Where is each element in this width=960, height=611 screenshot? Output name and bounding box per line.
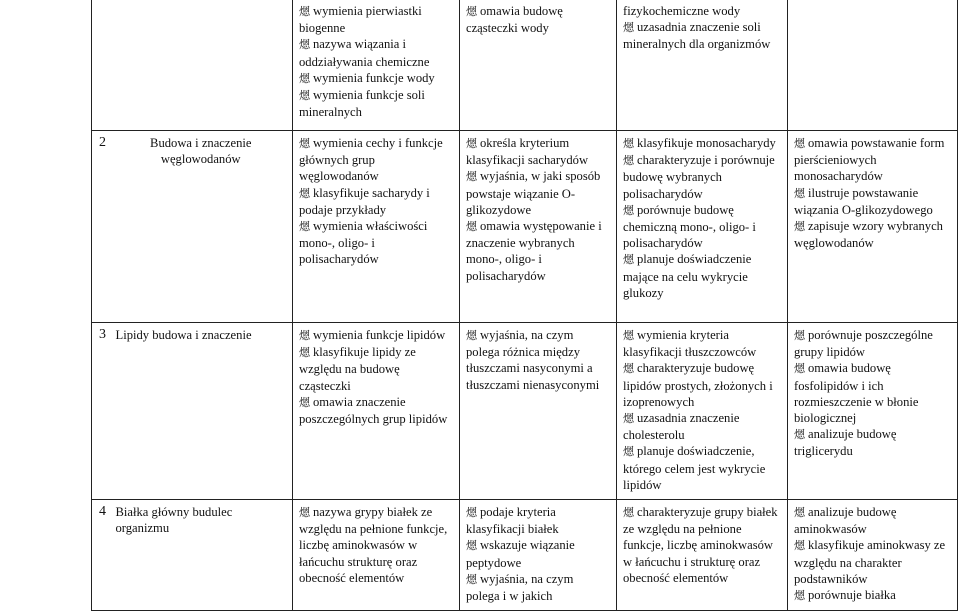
requirement-item [299,3,453,36]
requirement-cell-level-2 [460,131,617,323]
bullet-icon: 煾 [299,346,310,360]
requirement-text: wyjaśnia, na czym polega różnica między tłuszczami nasyconymi a tłuszczami nienasyconymi [466,328,600,392]
requirement-text: klasyfikuje aminokwasy ze względu na charakter podstawników [794,538,946,586]
requirement-item [794,537,951,587]
requirement-text: wymienia funkcje soli mineralnych [299,88,425,120]
requirement-text: wyjaśnia, na czym polega i w jakich [466,571,574,604]
requirement-text: nazywa wiązania i oddziaływania chemiczne [299,37,430,69]
requirement-item [794,504,951,537]
requirement-item [299,327,453,344]
requirement-item [623,3,781,19]
requirement-cell-level-1 [293,131,460,323]
bullet-icon: 煾 [623,506,634,520]
bullet-icon: 煾 [794,186,805,200]
requirement-item [299,185,453,218]
row-topic: Białka główny budulec organizmu [114,500,293,611]
table-body [92,0,958,611]
requirement-item [466,218,610,284]
requirement-text: fizykochemiczne wody [623,4,741,18]
bullet-icon: 煾 [299,38,310,52]
requirement-item [466,571,610,604]
requirement-item [299,218,453,268]
requirement-item [623,360,781,410]
row-number [92,0,114,131]
bullet-icon: 煾 [299,506,310,520]
requirement-item [299,504,453,586]
requirement-item [623,135,781,152]
bullet-icon: 煾 [466,5,477,18]
requirement-cell-level-3 [617,131,788,323]
bullet-icon: 煾 [623,253,634,267]
requirement-item [299,135,453,185]
requirement-text: analizuje budowę triglicerydu [794,427,897,459]
requirement-text: omawia powstawanie form pierścieniowych monosacharydów [794,136,945,184]
bullet-icon: 煾 [794,428,805,442]
bullet-icon: 煾 [623,329,634,342]
requirement-text: zapisuje wzory wybranych węglowodanów [794,219,943,251]
requirement-item [623,327,781,360]
requirement-cell-level-4 [788,500,958,611]
requirement-text: omawia występowanie i znaczenie wybranych mono-, oligo- i polisacharydów [466,219,602,283]
requirement-text: charakteryzuje i porównuje budowę wybranych polisacharydów [623,153,775,201]
requirement-cell-level-4 [788,323,958,500]
bullet-icon: 煾 [299,5,310,18]
bullet-icon: 煾 [623,445,634,459]
requirement-item [466,504,610,537]
table-row [92,500,958,611]
requirement-text: charakteryzuje budowę lipidów prostych, złożonych i izoprenowych [623,361,773,409]
requirement-text: klasyfikuje monosacharydy [637,136,776,150]
bullet-icon: 煾 [623,362,634,376]
requirement-item [794,135,951,185]
requirement-text: uzasadnia znaczenie cholesterolu [623,411,740,443]
requirement-text: planuje doświadczenie, którego celem jest wykrycie lipidów [623,444,766,492]
requirement-item [794,327,951,360]
bullet-icon: 煾 [466,220,477,234]
requirement-item [299,87,453,120]
bullet-icon: 煾 [299,186,310,200]
requirement-text: wymienia właściwości mono-, oligo- i polisacharydów [299,219,428,267]
table-row [92,0,958,131]
bullet-icon: 煾 [299,89,310,103]
bullet-icon: 煾 [794,539,805,553]
requirement-cell-level-1 [293,500,460,611]
requirement-text: wymienia cechy i funkcje głównych grup węglowodanów [299,136,443,184]
requirement-text: klasyfikuje sacharydy i podaje przykłady [299,185,430,217]
requirement-item [466,168,610,218]
bullet-icon: 煾 [794,329,805,342]
bullet-icon: 煾 [466,170,477,184]
table-row [92,131,958,323]
bullet-icon: 煾 [466,572,477,586]
requirement-cell-level-2 [460,0,617,131]
requirement-text: wymienia funkcje wody [313,70,435,85]
requirement-item [299,36,453,69]
requirement-item [794,426,951,459]
row-topic: Budowa i znaczenie węglowodanów [114,131,293,323]
row-number: 3 [92,323,114,500]
row-number: 4 [92,500,114,611]
bullet-icon: 煾 [466,329,477,342]
requirement-item [466,327,610,393]
requirement-item [623,152,781,202]
bullet-icon: 煾 [299,220,310,234]
requirement-cell-level-2 [460,500,617,611]
bullet-icon: 煾 [794,589,805,603]
bullet-icon: 煾 [794,506,805,520]
requirement-item [794,360,951,426]
requirement-item [623,19,781,52]
bullet-icon: 煾 [794,137,805,150]
requirement-item [623,410,781,443]
requirement-item [623,504,781,586]
requirement-item [466,3,610,36]
requirement-cell-level-3 [617,323,788,500]
requirement-item [623,251,781,301]
bullet-icon: 煾 [299,395,310,409]
requirement-cell-level-4 [788,0,958,131]
requirement-text: porównuje poszczególne grupy lipidów [794,328,933,360]
requirement-item [299,344,453,394]
requirement-item [794,218,951,251]
requirement-text: charakteryzuje grupy białek ze względu na pełnione funkcje, liczbę aminokwasów w łańcuchu i strukturę oraz obecność elementów [623,505,778,585]
requirement-text: ilustruje powstawanie wiązania O-glikozydowego [794,185,933,217]
requirement-text: wymienia pierwiastki biogenne [299,4,422,36]
requirement-cell-level-2 [460,323,617,500]
requirement-item [466,135,610,168]
curriculum-table [91,0,958,611]
bullet-icon: 煾 [794,362,805,376]
bullet-icon: 煾 [299,137,310,150]
requirement-text: wymienia funkcje lipidów [313,328,446,342]
requirement-item [794,587,951,604]
requirement-text: uzasadnia znaczenie soli mineralnych dla organizmów [623,20,771,52]
requirement-cell-level-3 [617,0,788,131]
requirement-text: określa kryterium klasyfikacji sacharydów [466,136,589,168]
bullet-icon: 煾 [466,539,477,553]
bullet-icon: 煾 [623,154,634,168]
requirement-item [623,443,781,493]
bullet-icon: 煾 [794,220,805,234]
bullet-icon: 煾 [299,329,310,342]
row-number: 2 [92,131,114,323]
requirement-text: porównuje budowę chemiczną mono-, oligo- i polisacharydów [623,202,756,251]
requirement-cell-level-3 [617,500,788,611]
requirement-text: nazywa grypy białek ze względu na pełnione funkcje, liczbę aminokwasów w łańcuchu strukturę oraz obecność elementów [299,505,448,585]
requirement-cell-level-1 [293,0,460,131]
bullet-icon: 煾 [623,203,634,217]
bullet-icon: 煾 [466,506,477,520]
row-topic [114,0,293,131]
requirement-text: planuje doświadczenie mające na celu wykrycie glukozy [623,252,752,300]
bullet-icon: 煾 [299,71,310,85]
table-row [92,323,958,500]
requirement-item [466,537,610,570]
requirement-item [299,394,453,427]
bullet-icon: 煾 [623,21,634,35]
requirement-text: wyjaśnia, w jaki sposób powstaje wiązanie O-glikozydowe [466,169,601,217]
requirement-cell-level-4 [788,131,958,323]
requirement-text: wymienia kryteria klasyfikacji tłuszczowców [623,328,757,360]
requirement-cell-level-1 [293,323,460,500]
requirement-text: wskazuje wiązanie peptydowe [466,538,575,570]
requirement-text: klasyfikuje lipidy ze względu na budowę cząsteczki [299,345,416,393]
bullet-icon: 煾 [623,412,634,426]
bullet-icon: 煾 [623,137,634,150]
requirement-item [299,70,453,87]
requirement-text: omawia znaczenie poszczególnych grup lipidów [299,394,448,427]
requirement-text: porównuje białka [808,588,896,603]
requirement-item [794,185,951,218]
row-topic: Lipidy budowa i znaczenie [114,323,293,500]
requirement-text: omawia budowę cząsteczki wody [466,4,563,36]
requirement-text: omawia budowę fosfolipidów i ich rozmieszczenie w błonie biologicznej [794,361,919,426]
requirement-text: analizuje budowę aminokwasów [794,505,897,537]
requirement-item [623,202,781,252]
bullet-icon: 煾 [466,137,477,150]
requirement-text: podaje kryteria klasyfikacji białek [466,505,559,537]
